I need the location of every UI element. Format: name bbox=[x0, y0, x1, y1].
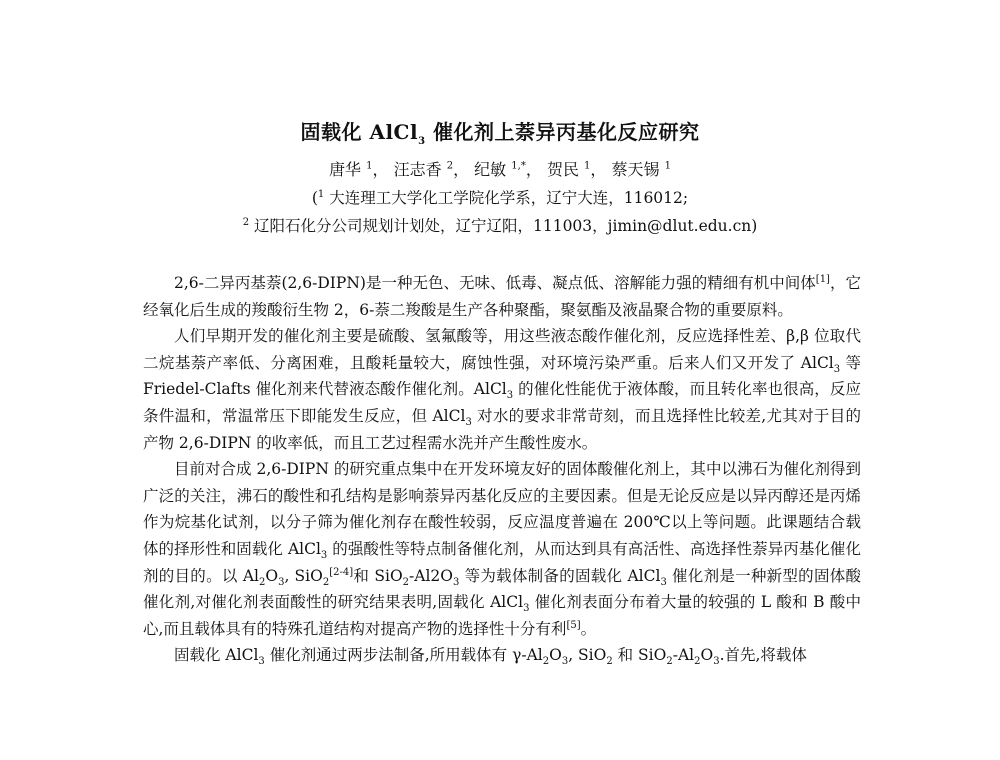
paper-body bbox=[143, 270, 861, 669]
text-run: 催化剂通过两步法制备,所用载体有 γ-Al bbox=[264, 646, 543, 665]
affiliation-mark: 2 bbox=[242, 216, 250, 228]
author-mark: 2 bbox=[446, 160, 454, 172]
author-separator: ， bbox=[525, 160, 542, 179]
text-run: -Al2O bbox=[409, 566, 454, 585]
subscript: 3 bbox=[523, 603, 530, 615]
author-mark: 1 bbox=[664, 160, 672, 172]
author-name: 汪志香 bbox=[393, 160, 442, 179]
text-run: O bbox=[549, 646, 562, 665]
text-run: 人们早期开发的催化剂主要是硫酸、氢氟酸等，用这些液态酸作催化剂，反应选择性差、β,β 位取代二烷基萘产率低、分离困难，且酸耗量较大，腐蚀性强，对环境污染严重。后来人们又开发了 AlCl bbox=[143, 327, 861, 372]
citation: [1] bbox=[815, 273, 830, 285]
author-separator: ， bbox=[372, 160, 389, 179]
paragraph-4 bbox=[143, 642, 861, 669]
text-run: 固载化 AlCl bbox=[174, 646, 259, 665]
author-name: 唐华 bbox=[328, 160, 361, 179]
text-run: 催化剂表面分布着大量的较强的 L 酸和 B 酸中心,而且载体具有的特殊孔道结构对提高产物的选择性十分有利 bbox=[143, 593, 861, 638]
author-1 bbox=[329, 160, 389, 179]
author-4 bbox=[547, 160, 607, 179]
paragraph-2 bbox=[143, 323, 861, 456]
author-3 bbox=[474, 160, 542, 179]
affiliation-2 bbox=[0, 214, 1000, 236]
text-run: 2,6-二异丙基萘(2,6-DIPN)是一种无色、无味、低毒、凝点低、溶解能力强的精细有机中间体 bbox=[174, 274, 816, 292]
text-run: .首先,将载体 bbox=[719, 646, 807, 665]
text-run: O bbox=[265, 566, 279, 585]
text-run: 等为载体制备的固载化 AlCl bbox=[459, 566, 661, 585]
subscript: 2 bbox=[606, 656, 613, 668]
affiliation-text: 辽阳石化分公司规划计划处，辽宁辽阳，111003，jimin@dlut.edu.cn) bbox=[249, 217, 758, 235]
text-run: ，它经氧化后生成的羧酸衍生物 2，6-萘二羧酸是生产各种聚酯，聚氨酯及液晶聚合物的重要原料。 bbox=[143, 274, 861, 319]
text-run: , SiO bbox=[284, 566, 323, 585]
subscript: 2 bbox=[258, 576, 266, 588]
subscript: 2 bbox=[402, 576, 410, 588]
subscript: 3 bbox=[713, 656, 720, 668]
subscript: 3 bbox=[258, 656, 265, 668]
subscript: 3 bbox=[506, 390, 514, 402]
text-run: 催化剂是一种新型的固体酸催化剂,对催化剂表面酸性的研究结果表明,固载化 AlCl bbox=[143, 566, 861, 612]
subscript: 2 bbox=[694, 656, 701, 668]
subscript: 3 bbox=[465, 417, 472, 429]
paragraph-3 bbox=[143, 456, 861, 642]
affiliation-open-paren: ( bbox=[311, 189, 318, 207]
subscript: 3 bbox=[453, 576, 460, 588]
author-list bbox=[0, 157, 1000, 180]
subscript: 2 bbox=[542, 656, 550, 668]
text-run: 和 SiO bbox=[353, 566, 403, 585]
text-run: 的催化性能优于液体酸，而且转化率也很高，反应条件温和，常温常压下即能发生反应，但 AlCl bbox=[143, 380, 861, 425]
title-prefix: 固载化 AlCl bbox=[300, 120, 419, 144]
subscript: 3 bbox=[833, 363, 841, 375]
author-separator: ， bbox=[453, 160, 470, 179]
title-subscript: 3 bbox=[418, 136, 426, 147]
author-mark: 1 bbox=[584, 160, 591, 172]
text-run: 和 SiO bbox=[612, 646, 667, 665]
affiliation-text: 大连理工大学化工学院化学系，辽宁大连，116012; bbox=[324, 189, 689, 207]
citation: [2-4] bbox=[329, 566, 354, 578]
affiliation-1 bbox=[0, 186, 1000, 208]
author-2 bbox=[394, 160, 470, 179]
subscript: 2 bbox=[322, 576, 330, 588]
author-mark: 1 bbox=[366, 160, 373, 172]
paragraph-1 bbox=[143, 270, 861, 323]
paper-title bbox=[0, 116, 1000, 145]
author-mark: 1,* bbox=[511, 160, 526, 172]
subscript: 3 bbox=[278, 576, 285, 588]
subscript: 3 bbox=[660, 576, 667, 588]
text-run: 对水的要求非常苛刻，而且选择性比较差,尤其对于目的产物 2,6-DIPN 的收率低，而且工艺过程需水洗并产生酸性废水。 bbox=[143, 406, 861, 452]
author-name: 纪敏 bbox=[474, 160, 507, 179]
text-run: 。 bbox=[580, 619, 597, 638]
text-run: , SiO bbox=[568, 646, 607, 665]
subscript: 3 bbox=[561, 656, 569, 668]
subscript: 3 bbox=[320, 550, 328, 562]
text-run: 等 Friedel-Clafts 催化剂来代替液态酸作催化剂。AlCl bbox=[143, 353, 861, 399]
author-name: 蔡天锡 bbox=[611, 160, 660, 179]
text-run: 的强酸性等特点制备催化剂，从而达到具有高活性、高选择性萘异丙基化催化剂的目的。以 Al bbox=[143, 539, 861, 585]
author-separator: ， bbox=[590, 160, 607, 179]
subscript: 2 bbox=[666, 656, 673, 668]
text-run: 目前对合成 2,6-DIPN 的研究重点集中在开发环境友好的固体酸催化剂上，其中以沸石为催化剂得到广泛的关注，沸石的酸性和孔结构是影响萘异丙基化反应的主要因素。但是无论反应是以异丙醇还是丙烯作为烷基化试剂，以分子筛为催化剂存在酸性较弱，反应温度普遍在 200℃以上等问题。此课题结合载体的择形性和固载化 AlCl bbox=[143, 460, 861, 558]
citation: [5] bbox=[566, 619, 581, 631]
author-5 bbox=[612, 160, 671, 179]
author-name: 贺民 bbox=[546, 160, 579, 179]
text-run: -Al bbox=[672, 646, 695, 665]
text-run: O bbox=[700, 646, 714, 665]
title-suffix: 催化剂上萘异丙基化反应研究 bbox=[425, 120, 700, 144]
affiliation-mark: 1 bbox=[317, 188, 325, 200]
